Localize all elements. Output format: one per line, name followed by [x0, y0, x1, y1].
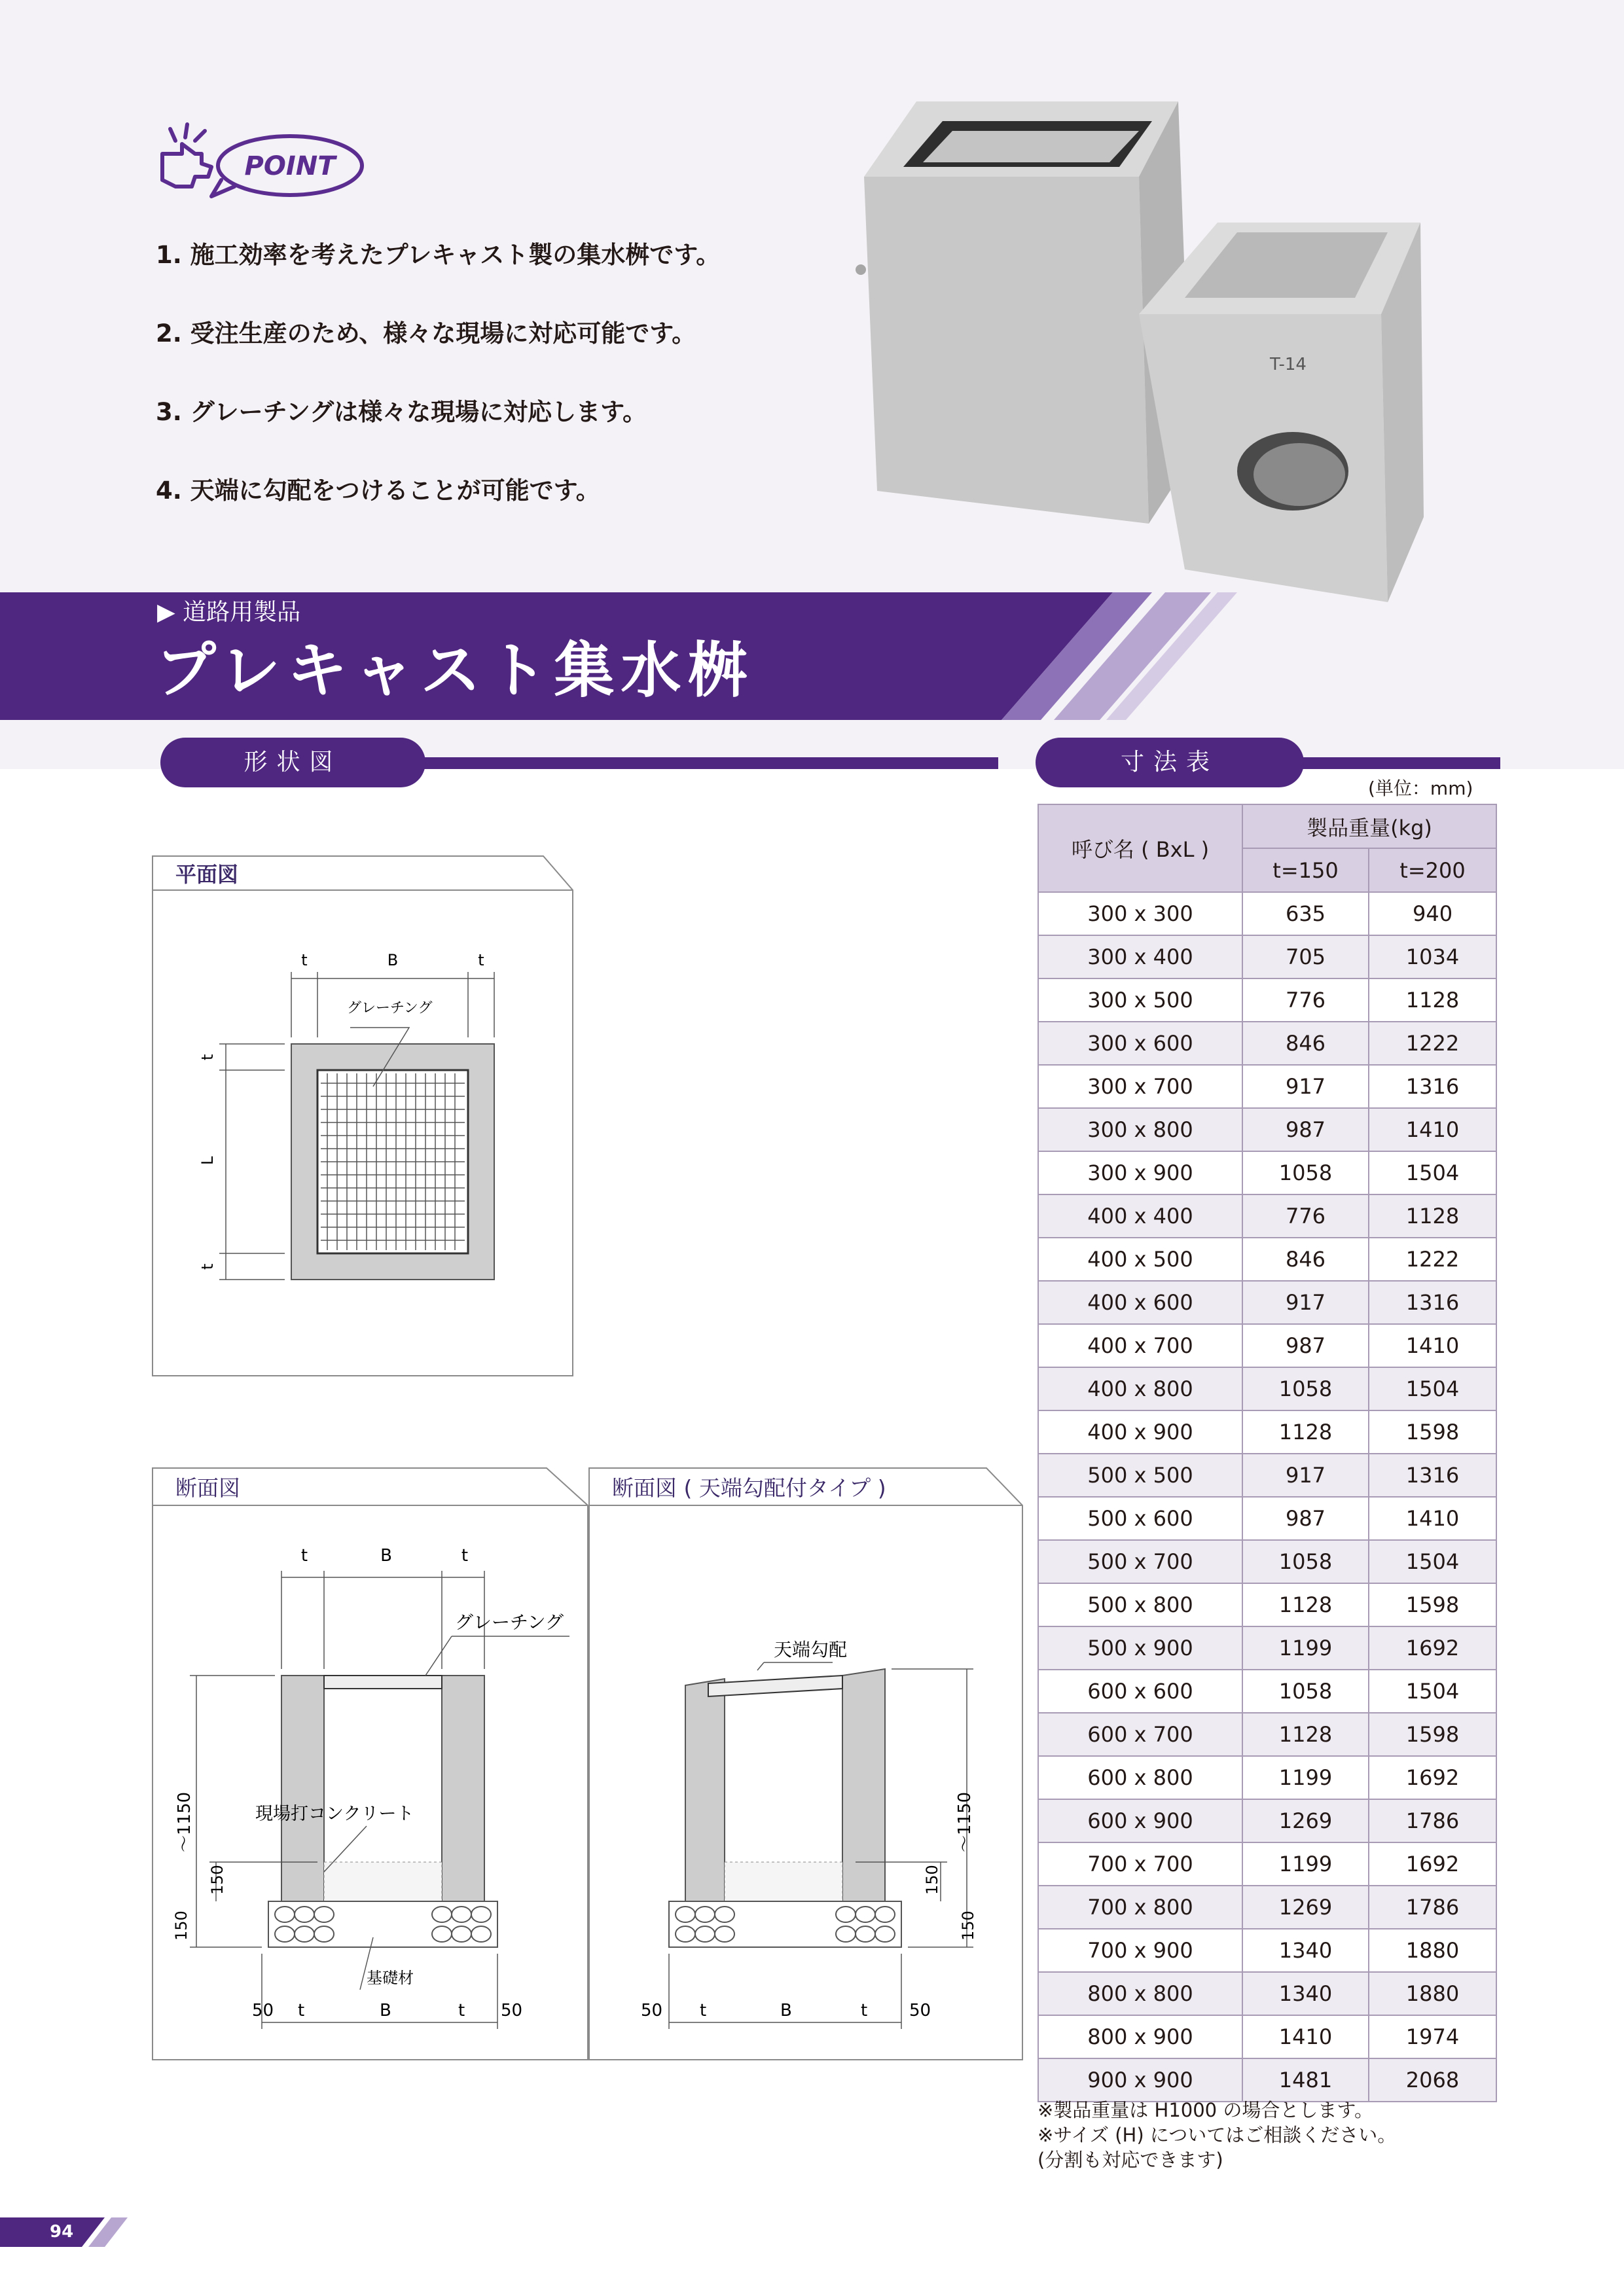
unit-label: (単位：mm)	[1368, 778, 1473, 799]
col-header-weight: 製品重量(kg)	[1242, 804, 1496, 848]
cell-weight-t150: 1269	[1242, 1886, 1369, 1929]
slope-dim-150-upper: 150	[923, 1865, 941, 1895]
cell-size: 700 x 800	[1038, 1886, 1242, 1929]
base-material-label: 基礎材	[367, 1969, 414, 1987]
shape-section-header	[160, 738, 998, 787]
plan-dim-t-top: t	[198, 1054, 217, 1060]
cell-weight-t150: 1128	[1242, 1713, 1369, 1756]
table-row	[1038, 1238, 1496, 1281]
cell-weight-t200: 1692	[1369, 1756, 1496, 1799]
cell-weight-t200: 1410	[1369, 1324, 1496, 1367]
page-number: 94	[50, 2222, 74, 2242]
dims-section-title: 寸法表	[1036, 738, 1304, 787]
cell-size: 400 x 900	[1038, 1410, 1242, 1454]
cell-size: 300 x 600	[1038, 1022, 1242, 1065]
cell-weight-t150: 776	[1242, 1194, 1369, 1238]
cell-weight-t200: 1692	[1369, 1626, 1496, 1670]
table-row	[1038, 1454, 1496, 1497]
section-dim-b: B	[380, 1546, 392, 1566]
table-row	[1038, 1065, 1496, 1108]
cell-weight-t200: 1222	[1369, 1022, 1496, 1065]
cell-weight-t150: 917	[1242, 1065, 1369, 1108]
table-row	[1038, 1713, 1496, 1756]
cell-weight-t200: 1504	[1369, 1540, 1496, 1583]
table-row	[1038, 1972, 1496, 2015]
cell-size: 300 x 700	[1038, 1065, 1242, 1108]
cell-weight-t150: 1410	[1242, 2015, 1369, 2058]
cell-weight-t150: 776	[1242, 978, 1369, 1022]
cell-weight-t200: 940	[1369, 892, 1496, 935]
cell-size: 400 x 600	[1038, 1281, 1242, 1324]
cell-weight-t150: 917	[1242, 1454, 1369, 1497]
cell-size: 500 x 500	[1038, 1454, 1242, 1497]
plan-drawing	[151, 854, 576, 1378]
table-notes	[1038, 2098, 1396, 2172]
cell-weight-t150: 987	[1242, 1497, 1369, 1540]
cell-size: 400 x 500	[1038, 1238, 1242, 1281]
cell-weight-t150: 1199	[1242, 1842, 1369, 1886]
note: (分割も対応できます)	[1038, 2149, 1223, 2171]
table-row	[1038, 978, 1496, 1022]
cell-weight-t150: 1058	[1242, 1540, 1369, 1583]
cell-weight-t200: 1316	[1369, 1454, 1496, 1497]
section-dim-t-right: t	[461, 1546, 469, 1566]
cell-size: 700 x 900	[1038, 1929, 1242, 1972]
plan-dim-t-left: t	[301, 951, 308, 969]
cell-size: 600 x 900	[1038, 1799, 1242, 1842]
table-row	[1038, 1886, 1496, 1929]
cell-size: 500 x 600	[1038, 1497, 1242, 1540]
table-row	[1038, 1540, 1496, 1583]
note: ※サイズ (H) についてはご相談ください。	[1038, 2124, 1397, 2146]
table-row	[1038, 1108, 1496, 1151]
cell-weight-t200: 1128	[1369, 978, 1496, 1022]
section-rule	[1284, 757, 1500, 769]
product-category: ▶ 道路用製品	[157, 599, 301, 626]
cell-size: 600 x 600	[1038, 1670, 1242, 1713]
cell-weight-t150: 917	[1242, 1281, 1369, 1324]
product-photo	[812, 92, 1427, 615]
section-dim-t-bl: t	[298, 2001, 305, 2020]
cell-weight-t150: 987	[1242, 1324, 1369, 1367]
table-row	[1038, 1281, 1496, 1324]
table-row	[1038, 2015, 1496, 2058]
cell-size: 500 x 700	[1038, 1540, 1242, 1583]
cell-size: 500 x 800	[1038, 1583, 1242, 1626]
table-row	[1038, 1324, 1496, 1367]
cell-weight-t200: 1222	[1369, 1238, 1496, 1281]
cell-weight-t150: 1128	[1242, 1583, 1369, 1626]
cell-weight-t200: 1974	[1369, 2015, 1496, 2058]
cell-size: 500 x 900	[1038, 1626, 1242, 1670]
table-row	[1038, 1583, 1496, 1626]
cell-weight-t200: 1786	[1369, 1886, 1496, 1929]
cell-size: 400 x 800	[1038, 1367, 1242, 1410]
cell-weight-t150: 1340	[1242, 1929, 1369, 1972]
cell-weight-t200: 1410	[1369, 1108, 1496, 1151]
table-row	[1038, 1626, 1496, 1670]
slope-dim-b: B	[780, 2001, 792, 2020]
cell-weight-t200: 1316	[1369, 1065, 1496, 1108]
cell-weight-t150: 846	[1242, 1238, 1369, 1281]
plan-dim-t-right: t	[478, 951, 484, 969]
cell-weight-t200: 1504	[1369, 1151, 1496, 1194]
plan-dim-b: B	[387, 951, 399, 969]
cell-size: 700 x 700	[1038, 1842, 1242, 1886]
cell-weight-t150: 1199	[1242, 1756, 1369, 1799]
cell-size: 300 x 400	[1038, 935, 1242, 978]
table-row	[1038, 1022, 1496, 1065]
section-title: 断面図	[175, 1475, 240, 1501]
section-rule	[409, 757, 998, 769]
section-dim-t-left: t	[300, 1546, 308, 1566]
cell-weight-t150: 987	[1242, 1108, 1369, 1151]
cell-size: 300 x 300	[1038, 892, 1242, 935]
cell-weight-t200: 1786	[1369, 1799, 1496, 1842]
cell-size: 800 x 900	[1038, 2015, 1242, 2058]
cell-weight-t200: 1598	[1369, 1410, 1496, 1454]
slope-dim-t-left: t	[700, 2001, 707, 2020]
cell-weight-t200: 1692	[1369, 1842, 1496, 1886]
table-row	[1038, 2058, 1496, 2102]
cell-size: 400 x 700	[1038, 1324, 1242, 1367]
cell-weight-t200: 1504	[1369, 1670, 1496, 1713]
cell-weight-t150: 1481	[1242, 2058, 1369, 2102]
cell-weight-t150: 1058	[1242, 1670, 1369, 1713]
cell-weight-t150: 1269	[1242, 1799, 1369, 1842]
cell-weight-t200: 1598	[1369, 1713, 1496, 1756]
cell-size: 300 x 800	[1038, 1108, 1242, 1151]
cell-weight-t150: 846	[1242, 1022, 1369, 1065]
plan-dim-t-bottom: t	[198, 1263, 217, 1270]
section-dim-150-upper: 150	[208, 1865, 226, 1895]
feature-point: 3. グレーチングは様々な現場に対応します。	[156, 398, 647, 426]
cell-weight-t150: 635	[1242, 892, 1369, 935]
table-row	[1038, 1799, 1496, 1842]
slope-label: 天端勾配	[774, 1639, 848, 1660]
table-row	[1038, 1410, 1496, 1454]
cell-size: 900 x 900	[1038, 2058, 1242, 2102]
cell-weight-t200: 1034	[1369, 935, 1496, 978]
section-slope-drawing	[587, 1466, 1024, 2062]
table-row	[1038, 1842, 1496, 1886]
cell-weight-t200: 1128	[1369, 1194, 1496, 1238]
slope-dim-50-left: 50	[641, 2001, 663, 2020]
shape-section-title: 形状図	[160, 738, 425, 787]
cell-weight-t150: 1340	[1242, 1972, 1369, 2015]
table-row	[1038, 1756, 1496, 1799]
section-dim-50-right: 50	[501, 2001, 523, 2020]
col-header-name: 呼び名 ( BxL )	[1038, 804, 1242, 892]
section-dim-b-bottom: B	[380, 2001, 391, 2020]
section-dim-t-br: t	[458, 2001, 465, 2020]
site-concrete-label: 現場打コンクリート	[255, 1804, 414, 1824]
table-row	[1038, 1151, 1496, 1194]
section-slope-title: 断面図 ( 天端勾配付タイプ )	[612, 1475, 886, 1501]
section-grating-label: グレーチング	[455, 1611, 564, 1633]
table-row	[1038, 1367, 1496, 1410]
feature-point: 2. 受注生産のため、様々な現場に対応可能です。	[156, 319, 696, 348]
slope-height-label: ～1150	[955, 1791, 975, 1852]
point-logo	[156, 115, 372, 206]
cell-weight-t150: 1058	[1242, 1151, 1369, 1194]
col-header-t150: t=150	[1242, 848, 1369, 892]
table-row	[1038, 1929, 1496, 1972]
point-logo-text: POINT	[244, 151, 336, 181]
note: ※製品重量は H1000 の場合とします。	[1038, 2099, 1374, 2121]
cell-size: 300 x 500	[1038, 978, 1242, 1022]
cell-weight-t200: 1880	[1369, 1972, 1496, 2015]
cell-weight-t200: 1880	[1369, 1929, 1496, 1972]
cell-weight-t200: 1504	[1369, 1367, 1496, 1410]
cell-weight-t150: 705	[1242, 935, 1369, 978]
cell-size: 600 x 700	[1038, 1713, 1242, 1756]
slope-dim-t-right: t	[861, 2001, 868, 2020]
table-row	[1038, 935, 1496, 978]
cell-weight-t150: 1199	[1242, 1626, 1369, 1670]
cell-size: 600 x 800	[1038, 1756, 1242, 1799]
section-height-label: ～1150	[175, 1791, 194, 1852]
table-row	[1038, 892, 1496, 935]
cell-weight-t200: 1410	[1369, 1497, 1496, 1540]
section-dim-50-left: 50	[252, 2001, 274, 2020]
table-row	[1038, 1670, 1496, 1713]
slope-dim-150-lower: 150	[959, 1910, 977, 1941]
page-title: プレキャスト集水桝	[156, 636, 755, 706]
slope-dim-50-right: 50	[909, 2001, 931, 2020]
cell-size: 800 x 800	[1038, 1972, 1242, 2015]
feature-point: 4. 天端に勾配をつけることが可能です。	[156, 476, 600, 505]
plan-dim-l: L	[198, 1156, 217, 1165]
cell-weight-t200: 2068	[1369, 2058, 1496, 2102]
plan-grating-label: グレーチング	[347, 1000, 433, 1016]
table-row	[1038, 1497, 1496, 1540]
cell-weight-t150: 1058	[1242, 1367, 1369, 1410]
section-dim-150-lower: 150	[172, 1910, 190, 1941]
dimension-table-body	[1038, 892, 1496, 2102]
section-drawing	[151, 1466, 589, 2062]
cell-weight-t200: 1598	[1369, 1583, 1496, 1626]
feature-point: 1. 施工効率を考えたプレキャスト製の集水桝です。	[156, 241, 721, 269]
cell-weight-t150: 1128	[1242, 1410, 1369, 1454]
cell-weight-t200: 1316	[1369, 1281, 1496, 1324]
plan-title: 平面図	[175, 862, 239, 887]
feature-points	[156, 236, 720, 550]
table-row	[1038, 1194, 1496, 1238]
photo-stamp: T-14	[1270, 355, 1307, 374]
col-header-t200: t=200	[1369, 848, 1496, 892]
dimension-table	[1038, 804, 1497, 2102]
cell-size: 300 x 900	[1038, 1151, 1242, 1194]
cell-size: 400 x 400	[1038, 1194, 1242, 1238]
